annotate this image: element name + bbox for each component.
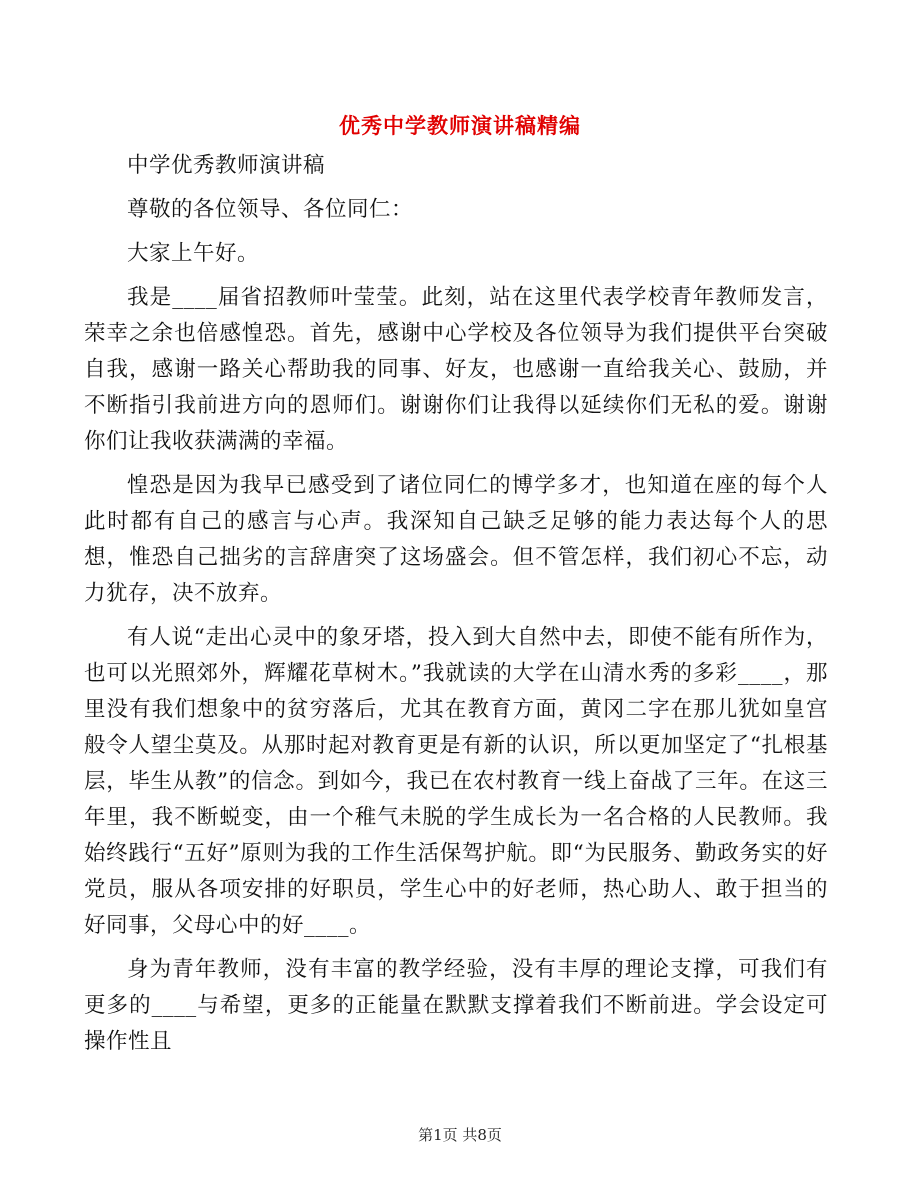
body-paragraph: 我是____届省招教师叶莹莹。此刻，站在这里代表学校青年教师发言，荣幸之余也倍感惶恐。首先，感谢中心学校及各位领导为我们提供平台突破自我，感谢一路关心帮助我的同事、好友，也感谢一直给我关心、鼓励，并不断指引我前进方向的恩师们。谢谢你们让我得以延续你们无私的爱。谢谢你们让我收获满满的幸福。: [84, 285, 828, 454]
page-number-footer: 第1页 共8页: [418, 1126, 502, 1144]
body-paragraph: 有人说“走出心灵中的象牙塔，投入到大自然中去，即使不能有所作为，也可以光照郊外，辉耀花草树木。”我就读的大学在山清水秀的多彩____，那里没有我们想象中的贫穷落后，尤其在教育方面，黄冈二字在那儿犹如皇宫般令人望尘莫及。从那时起对教育更是有新的认识，所以更加坚定了“扎根基层，毕生从教”的信念。到如今，我已在农村教育一线上奋战了三年。在这三年里，我不断蜕变，由一个稚气未脱的学生成长为一名合格的人民教师。我始终践行“五好”原则为我的工作生活保驾护航。即“为民服务、勤政务实的好党员，服从各项安排的好职员，学生心中的好老师，热心助人、敢于担当的好同事，父母心中的好____。: [84, 625, 828, 938]
document-body: [84, 148, 828, 1068]
subtitle-paragraph: 中学优秀教师演讲稿: [127, 153, 326, 178]
salutation-paragraph: 尊敬的各位领导、各位同仁：: [127, 197, 414, 222]
document-title: 优秀中学教师演讲稿精编: [339, 113, 581, 138]
greeting-paragraph: 大家上午好。: [127, 241, 260, 266]
body-paragraph: 身为青年教师，没有丰富的教学经验，没有丰厚的理论支撑，可我们有更多的____与希望，更多的正能量在默默支撑着我们不断前进。学会设定可操作性且: [84, 957, 828, 1054]
body-paragraph: 惶恐是因为我早已感受到了诸位同仁的博学多才，也知道在座的每个人此时都有自己的感言与心声。我深知自己缺乏足够的能力表达每个人的思想，惟恐自己拙劣的言辞唐突了这场盛会。但不管怎样，我们初心不忘，动力犹存，决不放弃。: [84, 473, 828, 606]
